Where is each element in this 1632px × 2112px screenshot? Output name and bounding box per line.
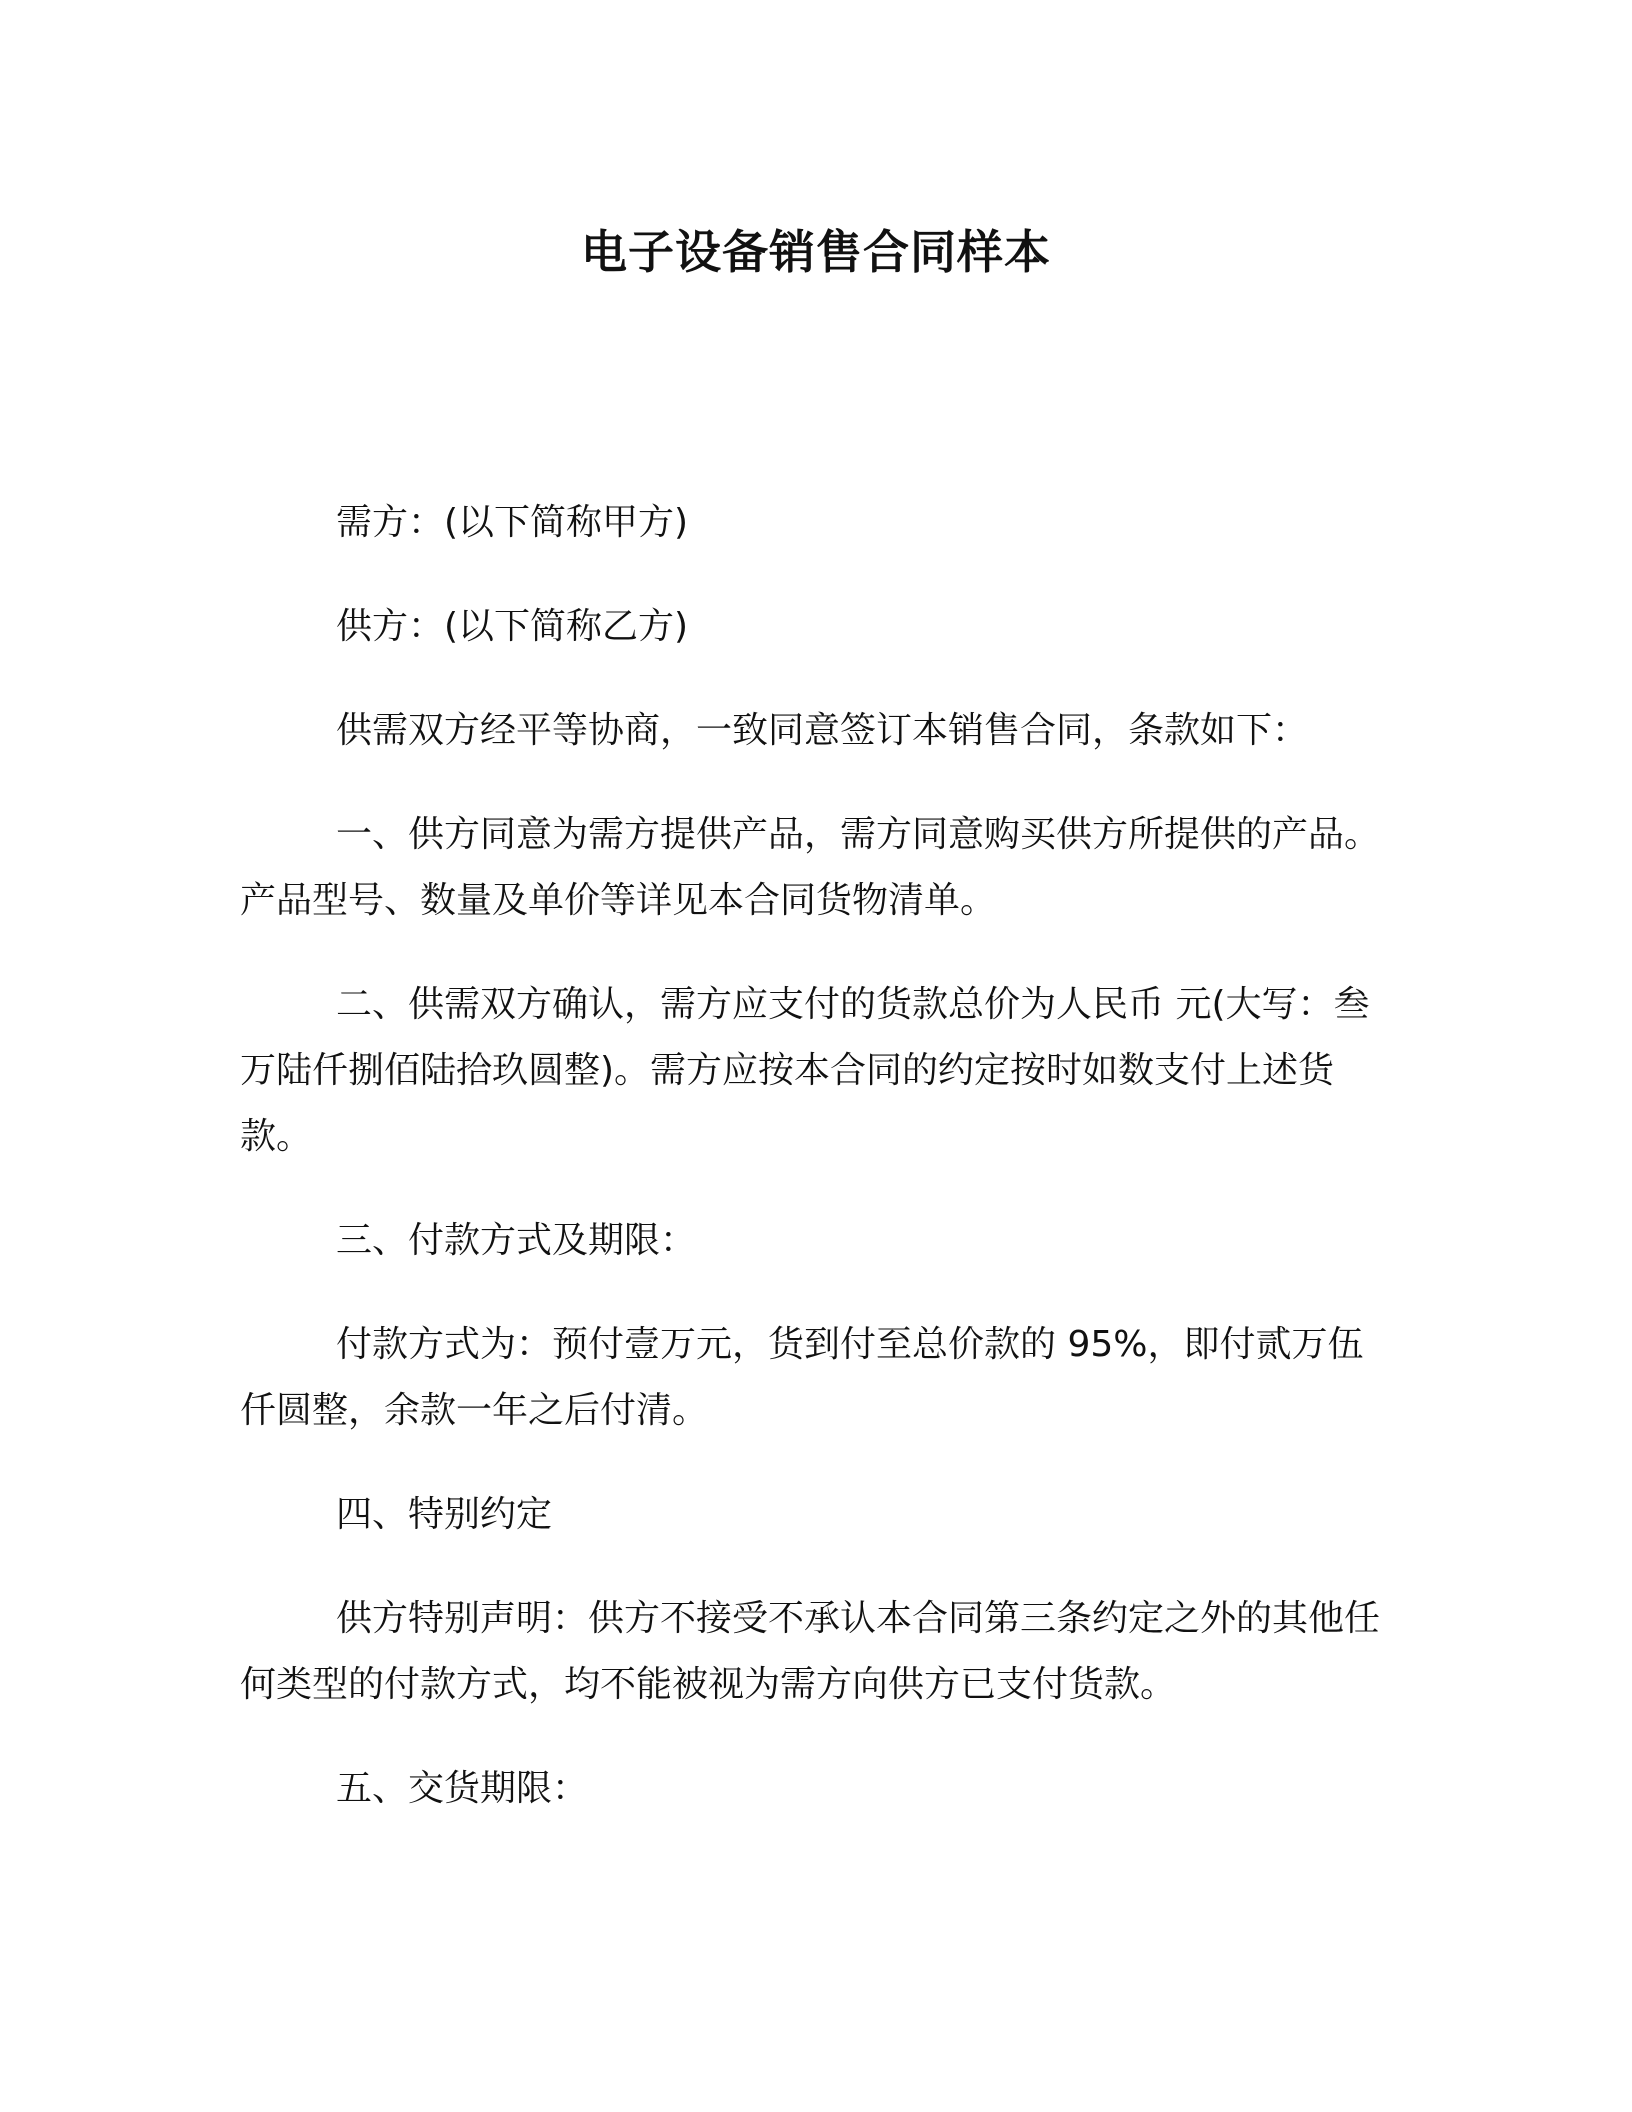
paragraph-clause-4-heading: 四、特别约定 [336, 1494, 553, 1535]
paragraph-clause-5-heading: 五、交货期限： [336, 1768, 589, 1809]
paragraph-seller: 供方：(以下简称乙方) [336, 606, 689, 647]
paragraph-clause-2: 二、供需双方确认，需方应支付的货款总价为人民币 元(大写：叁万陆仟捌佰陆拾玖圆整)。需方应按本合同的约定按时如数支付上述货款。 [240, 984, 1370, 1157]
paragraph-intro: 供需双方经平等协商，一致同意签订本销售合同，条款如下： [336, 710, 1309, 751]
paragraph-clause-1: 一、供方同意为需方提供产品，需方同意购买供方所提供的产品。产品型号、数量及单价等详见本合同货物清单。 [240, 814, 1381, 921]
paragraph-clause-3-heading: 三、付款方式及期限： [336, 1220, 697, 1261]
document-title: 电子设备销售合同样本 [581, 225, 1051, 279]
paragraph-buyer: 需方：(以下简称甲方) [336, 502, 689, 543]
paragraph-payment-method: 付款方式为：预付壹万元，货到付至总价款的 95%，即付贰万伍仟圆整，余款一年之后付清。 [240, 1324, 1364, 1431]
paragraph-special-statement: 供方特别声明：供方不接受不承认本合同第三条约定之外的其他任何类型的付款方式，均不能被视为需方向供方已支付货款。 [240, 1598, 1381, 1705]
document-body [240, 490, 1390, 1860]
